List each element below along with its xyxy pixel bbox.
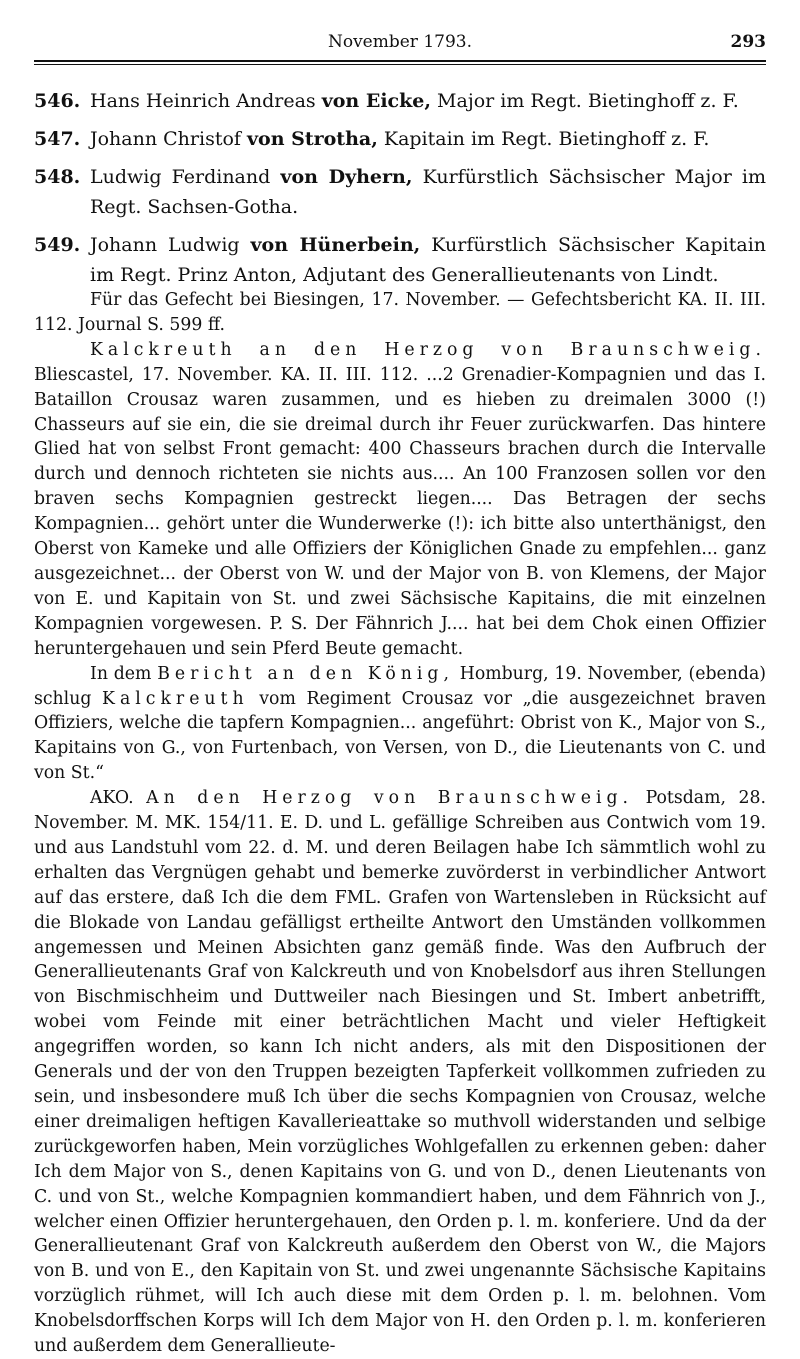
entry-number: 548. bbox=[34, 166, 81, 188]
entry-surname: von Strotha, bbox=[246, 128, 378, 150]
header-rule-thin bbox=[34, 64, 766, 65]
report-to-king bbox=[34, 662, 766, 787]
entry-description: Kurfürstlich Sächsischer Kapitain im Regt. Prinz Anton, Adjutant des Generallieutenants von Lindt. bbox=[90, 234, 767, 286]
list-item bbox=[34, 162, 766, 222]
entry-surname: von Eicke, bbox=[321, 90, 431, 112]
list-item bbox=[34, 124, 766, 154]
order-text: Potsdam, 28. November. M. MK. 154/11. E. D. und L. gefällige Schreiben aus Contwich vom 19. und aus Landstuhl vom 22. d. M. und deren Beilagen habe Ich sämmtlich wohl zu erhalten das Vergnügen gehabt und bemerke zuvörderst in verbindlicher Antwort auf das erstere, daß Ich die dem FML. Grafen von Wartensleben in Rücksicht auf die Blokade von Landau gefälligst ertheilte Antwort den Umständen vollkommen angemessen und Meinen Absichten ganz gemäß finde. Was den Aufbruch der Generallieutenants Graf von Kalckreuth und von Knobelsdorf aus ihren Stellungen von Bischmischheim und Duttweiler nach Biesingen und St. Imbert anbetrifft, wobei vom Feinde mit einer beträchtlichen Macht und vieler Heftigkeit angegriffen worden, so kann Ich nicht anders, als mit den Dispositionen der Generals und der von den Truppen bezeigten Tapferkeit vollkommen zufrieden zu sein, und insbesondere muß Ich über die sechs Kompagnien von Crousaz, welche einer dreimaligen heftigen Kavallerieattake so muthvoll widerstanden und selbige zurückgeworfen haben, Mein vorzügliches Wohlgefallen zu erkennen geben: daher Ich dem Major von S., denen Kapitains von G. und von D., denen Lieutenants von C. und von St., welche Kompagnien kommandiert haben, und dem Fähnrich von J., welcher einen Offizier heruntergehauen, den Orden p. l. m. konferiere. Und da der Generallieutenant Graf von Kalckreuth außerdem den Oberst von W., die Majors von B. und von E., den Kapitain von St. und zwei ungenannte Sächsische Kapitains vorzüglich rühmet, will Ich auch diese mit dem Orden p. l. m. belohnen. Vom Knobelsdorffschen Korps will Ich dem Major von H. den Orden p. l. m. konferieren und außerdem dem Generallieute- bbox=[34, 788, 767, 1357]
page-header bbox=[34, 30, 766, 56]
entry-description: Major im Regt. Bietinghoff z. F. bbox=[437, 90, 739, 112]
decoration-list bbox=[34, 86, 766, 298]
source-citation bbox=[34, 288, 766, 338]
list-item bbox=[34, 230, 766, 290]
list-item bbox=[34, 86, 766, 116]
running-title: November 1793. bbox=[327, 32, 473, 52]
entry-given-names: Ludwig Ferdinand bbox=[90, 166, 271, 188]
report-lead: In dem bbox=[90, 663, 152, 684]
header-rule-thick bbox=[34, 60, 766, 62]
entry-surname: von Dyhern, bbox=[280, 166, 413, 188]
order-abbrev: AKO. bbox=[90, 788, 134, 809]
letter-kalckreuth bbox=[34, 338, 766, 662]
entry-number: 546. bbox=[34, 90, 81, 112]
entry-surname: von Hünerbein, bbox=[250, 234, 421, 256]
entry-given-names: Hans Heinrich Andreas bbox=[90, 90, 316, 112]
entry-description: Kurfürstlich Sächsischer Major im Regt. Sachsen-Gotha. bbox=[90, 166, 767, 218]
entry-number: 547. bbox=[34, 128, 81, 150]
report-place-date: Homburg, 19. November, (ebenda) schlug bbox=[34, 663, 766, 709]
entry-description: Kapitain im Regt. Bietinghoff z. F. bbox=[383, 128, 710, 150]
cabinet-order bbox=[34, 786, 766, 1359]
order-heading: An den Herzog von Braunschweig. bbox=[146, 788, 634, 809]
report-author: Kalckreuth bbox=[102, 688, 249, 709]
citation-text: Für das Gefecht bei Biesingen, 17. November. — Gefechtsbericht KA. II. III. 112. Journal S. 599 ff. bbox=[34, 290, 766, 335]
letter-heading: Kalckreuth an den Herzog von Braunschweig. bbox=[90, 339, 766, 360]
letter-text: Bliescastel, 17. November. KA. II. III. 112. ...2 Grenadier-Kompagnien und das I. Bataillon Crousaz waren zusammen, und es hieben zu dreimalen 3000 (!) Chasseurs auf sie ein, die sie dreimal durch ihr Feuer zurückwarfen. Das hintere Glied hat von selbst Front gemacht: 400 Chasseurs brachen durch die Intervalle durch und dennoch richteten sie nichts aus.... An 100 Franzosen sollen vor den braven sechs Kompagnien gestreckt liegen.... Das Betragen der sechs Kompagnien... gehört unter die Wunderwerke (!): ich bitte also unterthänigst, den Oberst von Kameke und alle Offiziers der Königlichen Gnade zu empfehlen... ganz ausgezeichnet... der Oberst von W. und der Major von B. von Klemens, der Major von E. und Kapitain von St. und zwei Sächsische Kapitains, die mit einzelnen Kompagnien vorgewesen. P. S. Der Fähnrich J.... hat bei dem Chok einen Offizier heruntergehauen und sein Pferd Beute gemacht. bbox=[34, 364, 766, 659]
report-heading: Bericht an den König, bbox=[157, 663, 454, 684]
entry-given-names: Johann Christof bbox=[90, 128, 241, 150]
report-text: vom Regiment Crousaz vor „die ausgezeichnet braven Offiziers, welche die tapfern Kompagnien... angeführt: Obrist von K., Major von S., Kapitains von G., von Furtenbach, von Versen, von D., die Lieutenants von C. und von St.“ bbox=[34, 688, 766, 784]
entry-given-names: Johann Ludwig bbox=[90, 234, 240, 256]
page-number: 293 bbox=[730, 32, 766, 52]
body-text bbox=[34, 288, 766, 1359]
entry-number: 549. bbox=[34, 234, 81, 256]
